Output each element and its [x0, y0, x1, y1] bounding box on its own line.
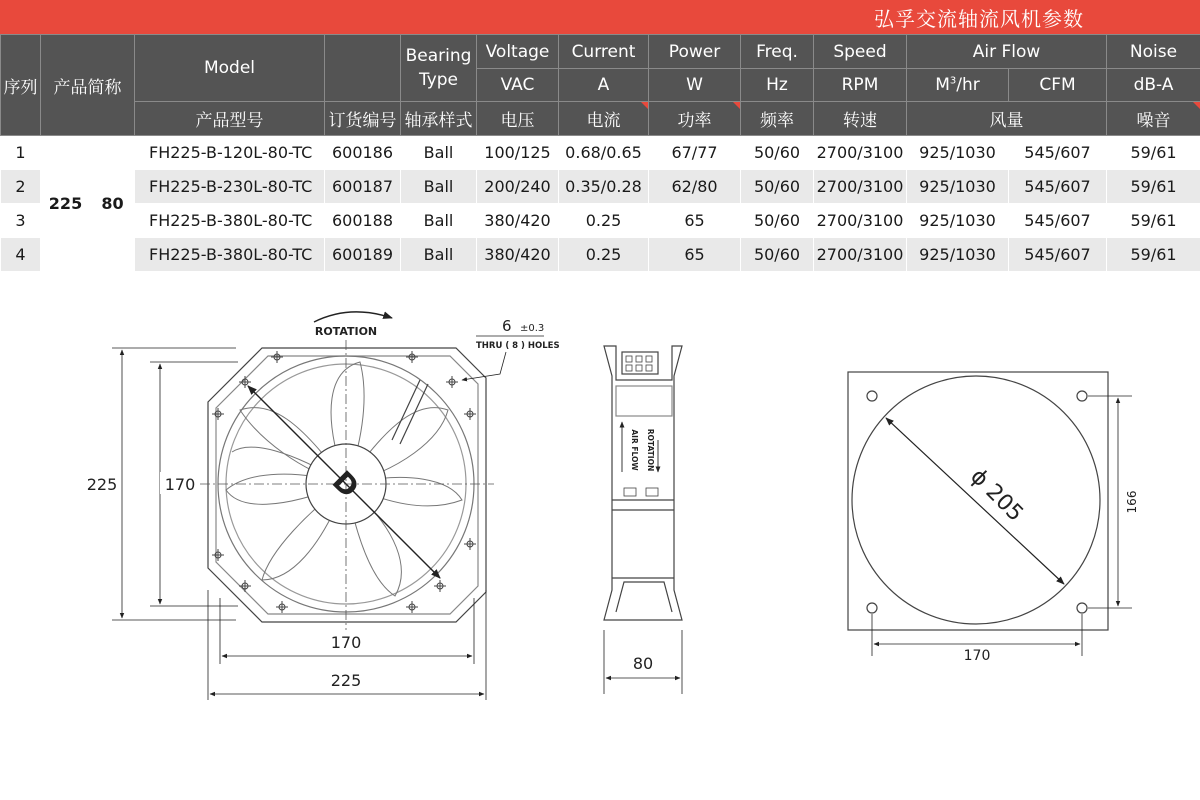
cell-freq: 50/60 [741, 204, 814, 238]
col-current: Current [559, 35, 649, 69]
cell-m3hr: 925/1030 [907, 136, 1009, 170]
cell-freq: 50/60 [741, 238, 814, 272]
cell-order: 600188 [325, 204, 401, 238]
table-row [1, 136, 1200, 170]
col-seq: 序列 [1, 35, 41, 136]
technical-drawing [0, 272, 1200, 800]
cell-voltage: 100/125 [477, 136, 559, 170]
table-row [1, 204, 1200, 238]
title-bar [0, 0, 1200, 34]
side-airflow-label: AIR FLOW [630, 429, 639, 471]
unit-m3hr: $M^3/hr$ [907, 69, 1009, 102]
cell-speed: 2700/3100 [814, 170, 907, 204]
page-title: 弘孚交流轴流风机参数 [874, 7, 1084, 31]
dim-225-vertical: 225 [86, 475, 118, 494]
hole-note: THRU ( 8 ) HOLES [476, 341, 560, 351]
table-row [1, 170, 1200, 204]
cell-current: 0.35/0.28 [559, 170, 649, 204]
cell-size-b: 80 [91, 136, 135, 272]
fan-side-view [604, 346, 682, 620]
cell-noise: 59/61 [1107, 170, 1200, 204]
table-row [1, 238, 1200, 272]
cell-m3hr: 925/1030 [907, 170, 1009, 204]
dim-depth: 80 [632, 654, 654, 673]
cell-seq: 2 [1, 170, 41, 204]
panel-dim-170: 170 [963, 648, 991, 664]
cn-order: 订货编号 [325, 102, 401, 136]
cell-current: 0.68/0.65 [559, 136, 649, 170]
unit-current: A [559, 69, 649, 102]
cn-noise: 噪音 [1107, 102, 1200, 136]
panel-diameter: ϕ 205 [965, 464, 1028, 527]
cn-voltage: 电压 [477, 102, 559, 136]
unit-noise: dB-A [1107, 69, 1200, 102]
cell-current: 0.25 [559, 204, 649, 238]
cell-cfm: 545/607 [1009, 136, 1107, 170]
cell-power: 65 [649, 238, 741, 272]
col-order-blank [325, 35, 401, 102]
rotation-label: ROTATION [314, 325, 378, 338]
dim-170-vertical: 170 [164, 475, 196, 494]
cell-seq: 1 [1, 136, 41, 170]
col-voltage: Voltage [477, 35, 559, 69]
cn-airflow: 风量 [907, 102, 1107, 136]
cell-power: 67/77 [649, 136, 741, 170]
cell-m3hr: 925/1030 [907, 238, 1009, 272]
cell-bearing: Ball [401, 170, 477, 204]
spec-table [0, 34, 1200, 272]
cell-order: 600186 [325, 136, 401, 170]
cell-cfm: 545/607 [1009, 170, 1107, 204]
col-noise: Noise [1107, 35, 1200, 69]
cell-voltage: 380/420 [477, 204, 559, 238]
col-freq: Freq. [741, 35, 814, 69]
cell-model: FH225-B-230L-80-TC [135, 170, 325, 204]
cell-noise: 59/61 [1107, 204, 1200, 238]
cn-current: 电流 [559, 102, 649, 136]
panel-dim-166: 166 [1125, 490, 1139, 514]
cell-bearing: Ball [401, 238, 477, 272]
unit-voltage: VAC [477, 69, 559, 102]
col-product-short: 产品简称 [41, 35, 135, 136]
dim-225-horizontal: 225 [330, 671, 362, 690]
col-bearing: Bearing Type [401, 35, 477, 102]
cn-bearing: 轴承样式 [401, 102, 477, 136]
cell-size-a: 225 [41, 136, 91, 272]
unit-speed: RPM [814, 69, 907, 102]
cell-order: 600189 [325, 238, 401, 272]
cell-speed: 2700/3100 [814, 204, 907, 238]
panel-cutout [848, 372, 1108, 630]
col-airflow: Air Flow [907, 35, 1107, 69]
cell-order: 600187 [325, 170, 401, 204]
cell-cfm: 545/607 [1009, 238, 1107, 272]
dim-170-horizontal: 170 [330, 633, 362, 652]
rotation-arrow [314, 312, 392, 322]
col-speed: Speed [814, 35, 907, 69]
cell-speed: 2700/3100 [814, 136, 907, 170]
cell-noise: 59/61 [1107, 238, 1200, 272]
unit-cfm: CFM [1009, 69, 1107, 102]
hole-size: 6 [502, 317, 512, 335]
cell-bearing: Ball [401, 204, 477, 238]
diameter-label: D [325, 464, 366, 505]
cell-power: 62/80 [649, 170, 741, 204]
hole-tolerance: ±0.3 [520, 323, 545, 334]
cell-freq: 50/60 [741, 170, 814, 204]
cell-model: FH225-B-380L-80-TC [135, 204, 325, 238]
cell-voltage: 380/420 [477, 238, 559, 272]
cn-speed: 转速 [814, 102, 907, 136]
cn-model: 产品型号 [135, 102, 325, 136]
unit-freq: Hz [741, 69, 814, 102]
cell-voltage: 200/240 [477, 170, 559, 204]
cell-speed: 2700/3100 [814, 238, 907, 272]
cell-model: FH225-B-120L-80-TC [135, 136, 325, 170]
cell-cfm: 545/607 [1009, 204, 1107, 238]
cell-freq: 50/60 [741, 136, 814, 170]
cell-m3hr: 925/1030 [907, 204, 1009, 238]
cell-bearing: Ball [401, 136, 477, 170]
unit-power: W [649, 69, 741, 102]
col-power: Power [649, 35, 741, 69]
cell-current: 0.25 [559, 238, 649, 272]
cn-power: 功率 [649, 102, 741, 136]
cell-power: 65 [649, 204, 741, 238]
side-rotation-label: ROTATION [646, 428, 655, 472]
cell-seq: 3 [1, 204, 41, 238]
cell-model: FH225-B-380L-80-TC [135, 238, 325, 272]
cell-noise: 59/61 [1107, 136, 1200, 170]
cell-seq: 4 [1, 238, 41, 272]
cn-freq: 频率 [741, 102, 814, 136]
col-model: Model [135, 35, 325, 102]
